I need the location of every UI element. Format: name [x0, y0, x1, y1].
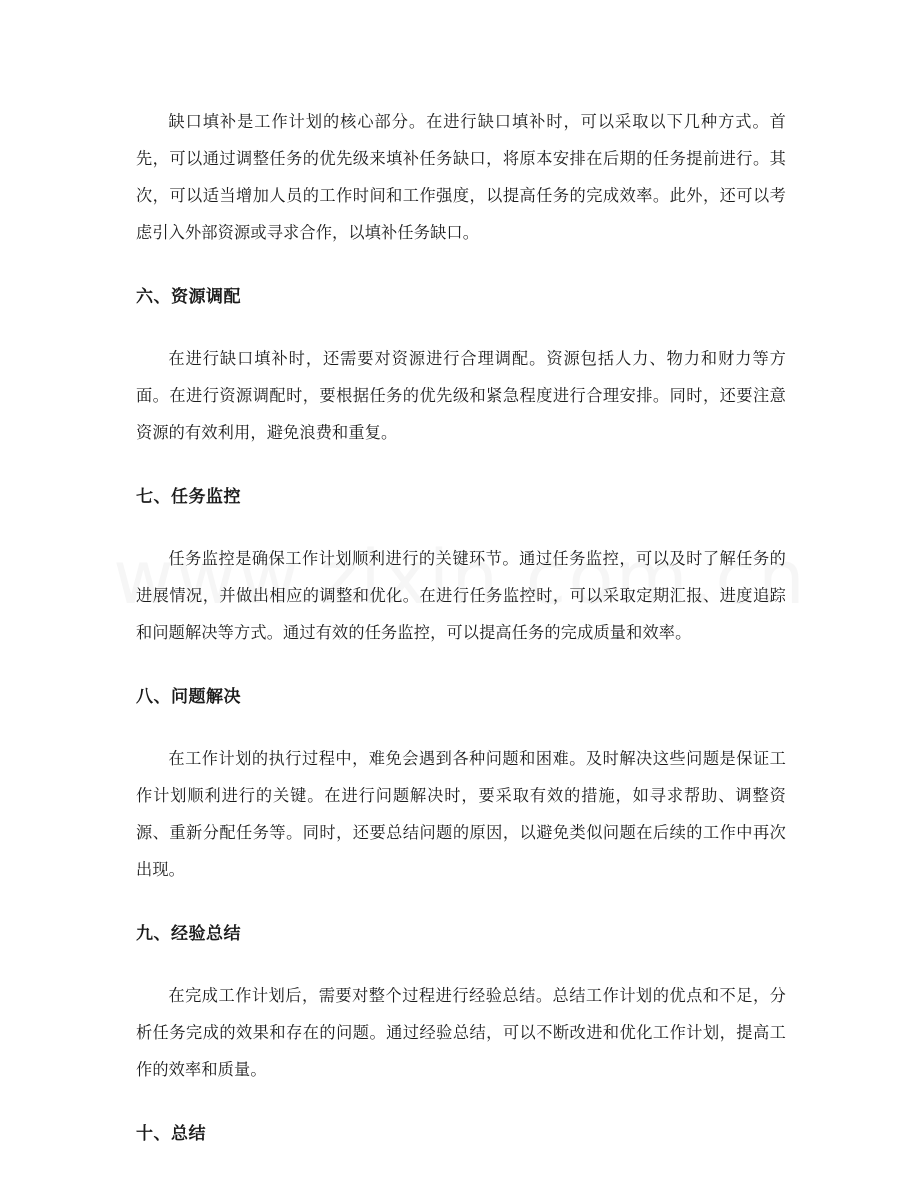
heading-task-monitoring: 七、任务监控 — [136, 487, 241, 507]
paragraph-problem-solving: 在工作计划的执行过程中，难免会遇到各种问题和困难。及时解决这些问题是保证工作计划顺利进行的关键。在进行问题解决时，要采取有效的措施，如寻求帮助、调整资源、重新分配任务等。同时，还要总结问题的原因，以避免类似问题在后续的工作中再次出现。 — [136, 749, 786, 879]
paragraph-resource-allocation: 在进行缺口填补时，还需要对资源进行合理调配。资源包括人力、物力和财力等方面。在进行资源调配时，要根据任务的优先级和紧急程度进行合理安排。同时，还要注意资源的有效利用，避免浪费和重复。 — [136, 349, 786, 442]
document-body — [136, 103, 786, 1153]
heading-conclusion: 十、总结 — [136, 1124, 206, 1144]
paragraph-task-monitoring: 任务监控是确保工作计划顺利进行的关键环节。通过任务监控，可以及时了解任务的进展情况，并做出相应的调整和优化。在进行任务监控时，可以采取定期汇报、进度追踪和问题解决等方式。通过有效的任务监控，可以提高任务的完成质量和效率。 — [136, 549, 786, 642]
heading-experience-summary: 九、经验总结 — [136, 924, 241, 944]
paragraph-experience-summary: 在完成工作计划后，需要对整个过程进行经验总结。总结工作计划的优点和不足，分析任务完成的效果和存在的问题。通过经验总结，可以不断改进和优化工作计划，提高工作的效率和质量。 — [136, 986, 786, 1079]
heading-resource-allocation: 六、资源调配 — [136, 287, 241, 307]
heading-problem-solving: 八、问题解决 — [136, 687, 241, 707]
paragraph-gap-filling: 缺口填补是工作计划的核心部分。在进行缺口填补时，可以采取以下几种方式。首先，可以通过调整任务的优先级来填补任务缺口，将原本安排在后期的任务提前进行。其次，可以适当增加人员的工作时间和工作强度，以提高任务的完成效率。此外，还可以考虑引入外部资源或寻求合作，以填补任务缺口。 — [136, 112, 786, 242]
